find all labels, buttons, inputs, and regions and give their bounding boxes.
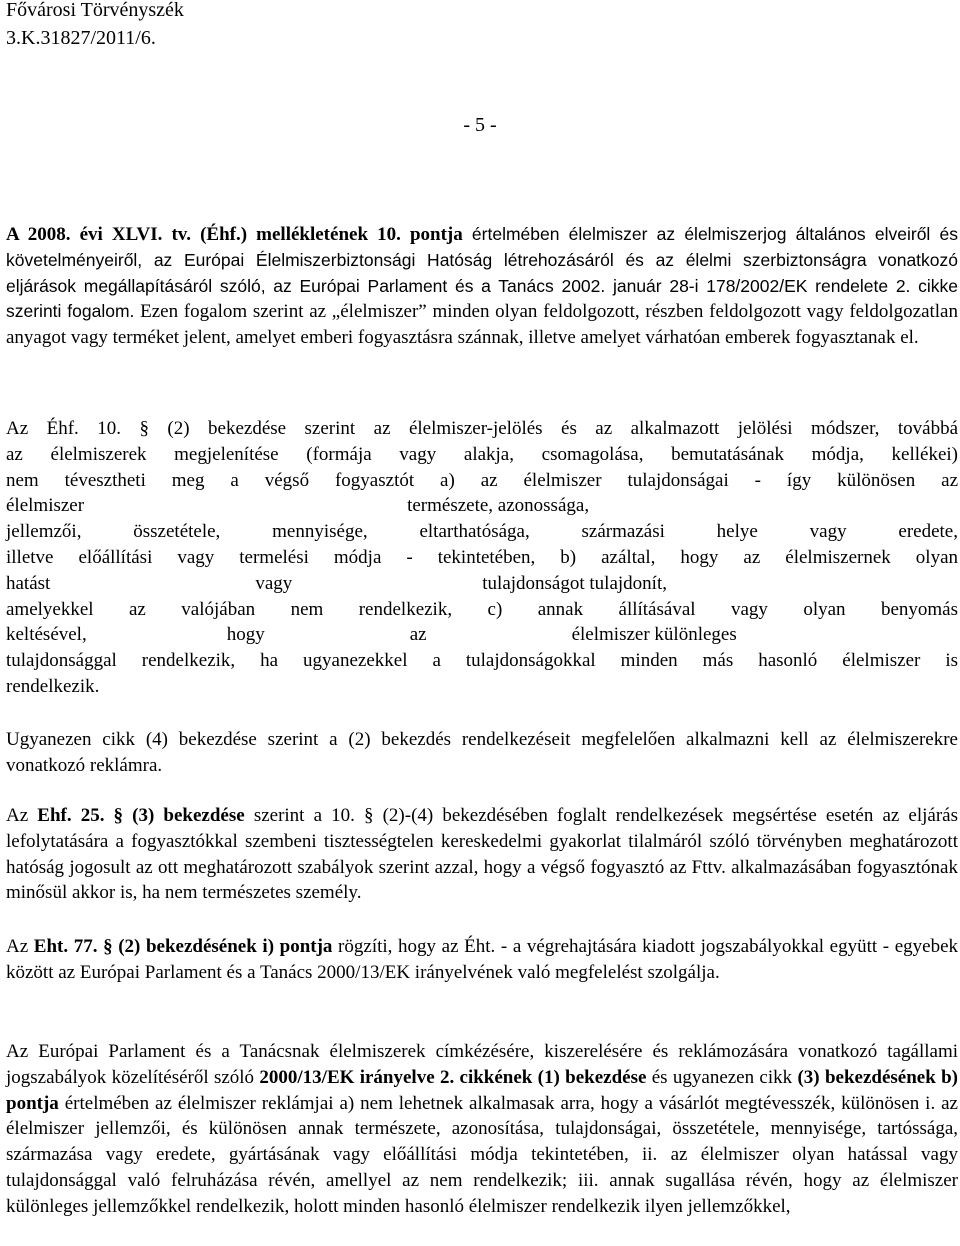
p2-line7 bbox=[6, 571, 958, 597]
p2-line2: az élelmiszerek megjelenítése (formája vagy alakja, csomagolása, bemutatásának módja, kellékei) bbox=[6, 443, 958, 465]
p6-part1: Az Európai Parlament és a Tanácsnak élelmiszerek címkézésére, kiszerelésére és reklámozására vonatkozó tagállami jogszabályok közelítéséről szóló bbox=[6, 1041, 958, 1088]
p2-line9 bbox=[6, 622, 958, 648]
p2-line9-b: hogy bbox=[226, 624, 265, 646]
court-name: Fővárosi Törvényszék bbox=[6, 0, 184, 21]
p4-part3: szerint a 10. § (2)-(4) bekezdésében foglalt rendelkezések megsértése esetén az eljárás lefolytatására a fogyasztókkal szembeni tisztességtelen kereskedelmi gyakorlat tilalmáról szóló törvényben meghatározott hatóság jogosult az ott meghatározott szabályok szerint azzal, hogy a végső fogyasztó az Fttv. alkalmazásában fogyasztónak minősül akkor is, ha nem természetes személy. bbox=[6, 805, 959, 904]
p2-line9-d: élelmiszer különleges bbox=[571, 624, 737, 646]
p2-line7-a: hatást bbox=[6, 572, 51, 594]
p2-line4-b: természete, azonossága, bbox=[407, 495, 590, 517]
paragraph-ehf-25 bbox=[6, 803, 958, 906]
p2-line8: amelyekkel az valójában nem rendelkezik, c) annak állításával vagy olyan benyomás bbox=[6, 598, 958, 620]
p2-line9-c: az bbox=[409, 624, 427, 646]
p1-part1: A 2008. évi XLVI. tv. (Éhf.) mellékletének 10. bbox=[6, 224, 410, 245]
p1-part3: értelmében élelmiszer az élelmiszerjog általános elveiről és követelményeiről, az Európai Élelmiszerbiztonsági Hatóság létrehozásáról és az élelmi szerbiztonságra vonatkozó eljárások megállapításáról szóló, az Európai Parlament és a Tanács 2002. január 28-i 178/2002/EK rendelete 2. cikke szerinti fogalom. bbox=[6, 224, 958, 322]
case-number: 3.K.31827/2011/6. bbox=[6, 27, 156, 49]
p2-line11: rendelkezik. bbox=[6, 675, 100, 697]
p5-part1: Az bbox=[6, 936, 34, 957]
p2-line5: jellemzői, összetétele, mennyisége, eltarthatósága, származási helye vagy eredete, bbox=[6, 521, 958, 543]
paragraph-advertising: Ugyanezen cikk (4) bekezdése szerint a (2) bekezdés rendelkezéseit megfelelően alkalmazni kell az élelmiszerekre vonatkozó reklámra. bbox=[6, 729, 958, 776]
p2-line4-a: élelmiszer bbox=[6, 495, 85, 517]
p6-part5: értelmében az élelmiszer reklámjai a) nem lehetnek alkalmasak arra, hogy a vásárlót megtévesszék, különösen i. az élelmiszer jellemzői, és különösen annak természete, azonosítása, tulajdonságai, összetétele, mennyisége, tartóssága, származása vagy eredete, gyártásának vagy előállítási módja tekintetében, ii. az élelmiszer olyan hatással vagy tulajdonsággal való felruházása révén, amellyel az nem rendelkezik; iii. annak sugallása révén, hogy az élelmiszer különleges jellemzőkkel rendelkezik, holott minden hasonló élelmiszer rendelkezik ilyen jellemzőkkel, bbox=[6, 1092, 958, 1217]
p6-part3: és ugyanezen cikk bbox=[646, 1066, 798, 1088]
p1-part4: Ezen fogalom szerint az „élelmiszer” minden olyan feldolgozott, részben feldolgozott vagy feldolgozatlan anyagot vagy terméket jelent, amelyet emberi fogyasztásra szánnak, illetve amelyet várhatóan emberek fogyasztanak el. bbox=[6, 301, 958, 349]
p4-part1: Az bbox=[6, 805, 38, 826]
p2-line3: nem tévesztheti meg a végső fogyasztót a) az élelmiszer tulajdonságai - így különösen az bbox=[6, 469, 958, 491]
p6-part4: (3) bekezdésének b) pontja bbox=[6, 1066, 958, 1114]
p2-line1: Az Éhf. 10. § (2) bekezdése szerint az élelmiszer-jelölés és az alkalmazott jelölési módszer, továbbá bbox=[6, 418, 958, 439]
p5-part2: Eht. 77. § (2) bekezdésének i) pontja bbox=[33, 936, 333, 957]
page-number: - 5 - bbox=[463, 114, 497, 136]
p2-line7-b: vagy bbox=[255, 572, 293, 594]
p4-part2: Ehf. 25. § (3) bekezdése bbox=[37, 805, 245, 826]
paragraph-food-definition bbox=[6, 222, 958, 351]
paragraph-eht-77 bbox=[6, 934, 958, 986]
p2-line4 bbox=[6, 493, 958, 519]
p1-part2: pontja bbox=[409, 224, 463, 245]
paragraph-ehf-10 bbox=[6, 416, 958, 700]
p2-line9-a: keltésével, bbox=[6, 624, 87, 646]
p2-line6: illetve előállítási vagy termelési módja - tekintetében, b) azáltal, hogy az élelmiszernek olyan bbox=[6, 546, 958, 568]
p6-part2: 2000/13/EK irányelve 2. cikkének (1) bekezdése bbox=[259, 1066, 647, 1088]
p5-part3: rögzíti, hogy az Éht. - a végrehajtására kiadott jogszabályokkal együtt - egyebek között az Európai Parlament és a Tanács 2000/13/EK irányelvének való megfelelést szolgálja. bbox=[6, 936, 959, 983]
p2-line10: tulajdonsággal rendelkezik, ha ugyanezekkel a tulajdonságokkal minden más hasonló élelmiszer is bbox=[6, 650, 958, 672]
p2-line7-c: tulajdonságot tulajdonít, bbox=[482, 572, 667, 594]
paragraph-directive bbox=[6, 1039, 958, 1220]
